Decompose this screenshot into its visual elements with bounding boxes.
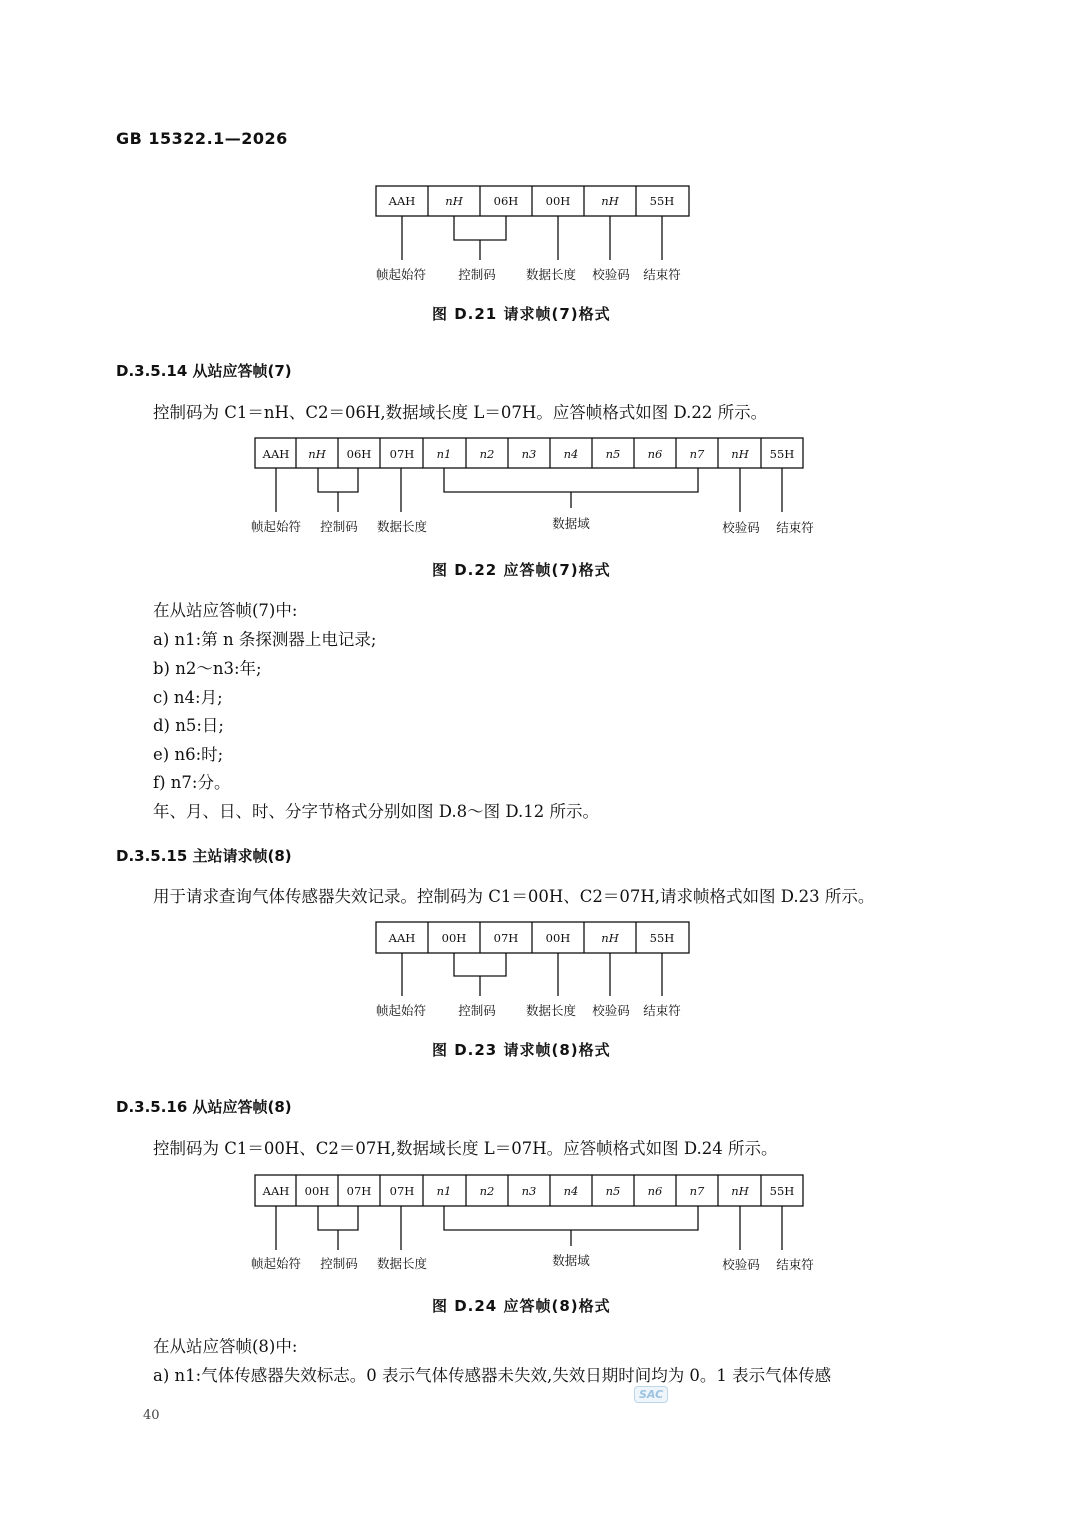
figure-caption: 图 D.22 应答帧(7)格式 [432, 561, 611, 579]
cell: nH [731, 447, 749, 461]
cell: AAH [388, 194, 416, 208]
label: 数据长度 [525, 1003, 577, 1018]
cell: nH [601, 931, 619, 945]
cell: n3 [521, 1184, 537, 1198]
cell: n6 [647, 447, 663, 461]
figure-d23-diagram [0, 900, 1080, 1030]
paragraph: 年、月、日、时、分字节格式分别如图 D.8～图 D.12 所示。 [153, 802, 599, 821]
label: 帧起始符 [375, 1003, 427, 1018]
label: 控制码 [320, 519, 358, 534]
cell: n7 [689, 1184, 705, 1198]
figure-caption: 图 D.24 应答帧(8)格式 [432, 1297, 611, 1315]
cell: nH [601, 194, 619, 208]
cell: n7 [689, 447, 705, 461]
cell: 07H [493, 931, 519, 945]
cell: n1 [436, 1184, 452, 1198]
section-heading: D.3.5.16 从站应答帧(8) [116, 1098, 292, 1116]
label: 帧起始符 [250, 519, 302, 534]
list-item: d) n5:日; [153, 716, 224, 735]
cell: 06H [346, 447, 372, 461]
list-intro: 在从站应答帧(8)中: [153, 1337, 298, 1356]
label: 结束符 [643, 267, 681, 282]
section-heading: D.3.5.14 从站应答帧(7) [116, 362, 292, 380]
figure-caption: 图 D.23 请求帧(8)格式 [432, 1041, 611, 1059]
list-item: c) n4:月; [153, 688, 223, 707]
figure-d24-diagram [0, 1156, 1080, 1286]
cell: n2 [479, 1184, 495, 1198]
paragraph: 控制码为 C1＝00H、C2＝07H,数据域长度 L＝07H。应答帧格式如图 D.24 所示。 [153, 1139, 778, 1158]
standard-code: GB 15322.1—2026 [116, 129, 288, 148]
cell: AAH [388, 931, 416, 945]
label: 控制码 [320, 1256, 358, 1271]
label: 控制码 [458, 267, 496, 282]
figure-d21-diagram [0, 0, 1080, 300]
cell: 55H [769, 447, 795, 461]
label: 结束符 [776, 1257, 814, 1272]
page-number: 40 [143, 1408, 160, 1423]
label: 数据域 [552, 1253, 590, 1268]
label: 结束符 [643, 1003, 681, 1018]
label: 校验码 [592, 1003, 630, 1018]
cell: AAH [262, 1184, 290, 1198]
cell: 07H [346, 1184, 372, 1198]
list-intro: 在从站应答帧(7)中: [153, 601, 298, 620]
list-item: a) n1:气体传感器失效标志。0 表示气体传感器未失效,失效日期时间均为 0。1 表示气体传感 [153, 1366, 832, 1385]
figure-d22-diagram [0, 420, 1080, 550]
label: 帧起始符 [250, 1256, 302, 1271]
cell: 00H [441, 931, 467, 945]
cell: nH [731, 1184, 749, 1198]
label: 控制码 [458, 1003, 496, 1018]
cell: nH [308, 447, 326, 461]
cell: 00H [545, 194, 571, 208]
cell: nH [445, 194, 463, 208]
sac-watermark-logo: SAC [634, 1386, 668, 1403]
label: 结束符 [776, 520, 814, 535]
list-item: e) n6:时; [153, 745, 224, 764]
cell: n4 [563, 1184, 579, 1198]
cell: n2 [479, 447, 495, 461]
cell: n4 [563, 447, 579, 461]
label: 数据域 [552, 516, 590, 531]
cell: n1 [436, 447, 452, 461]
cell: 00H [545, 931, 571, 945]
cell: 00H [304, 1184, 330, 1198]
label: 数据长度 [525, 267, 577, 282]
cell: 55H [649, 194, 675, 208]
label: 校验码 [722, 520, 760, 535]
paragraph: 用于请求查询气体传感器失效记录。控制码为 C1＝00H、C2＝07H,请求帧格式如图 D.23 所示。 [153, 887, 875, 906]
cell: 55H [649, 931, 675, 945]
cell: 07H [389, 1184, 415, 1198]
cell: 06H [493, 194, 519, 208]
cell: n5 [605, 1184, 621, 1198]
figure-caption: 图 D.21 请求帧(7)格式 [432, 305, 611, 323]
list-item: f) n7:分。 [153, 773, 231, 792]
cell: 55H [769, 1184, 795, 1198]
label: 数据长度 [376, 1256, 428, 1271]
cell: AAH [262, 447, 290, 461]
label: 数据长度 [376, 519, 428, 534]
section-heading: D.3.5.15 主站请求帧(8) [116, 847, 292, 865]
label: 校验码 [722, 1257, 760, 1272]
list-item: a) n1:第 n 条探测器上电记录; [153, 630, 377, 649]
cell: 07H [389, 447, 415, 461]
paragraph: 控制码为 C1＝nH、C2＝06H,数据域长度 L＝07H。应答帧格式如图 D.22 所示。 [153, 403, 768, 422]
label: 帧起始符 [375, 267, 427, 282]
cell: n5 [605, 447, 621, 461]
list-item: b) n2～n3:年; [153, 659, 262, 678]
cell: n3 [521, 447, 537, 461]
cell: n6 [647, 1184, 663, 1198]
label: 校验码 [592, 267, 630, 282]
